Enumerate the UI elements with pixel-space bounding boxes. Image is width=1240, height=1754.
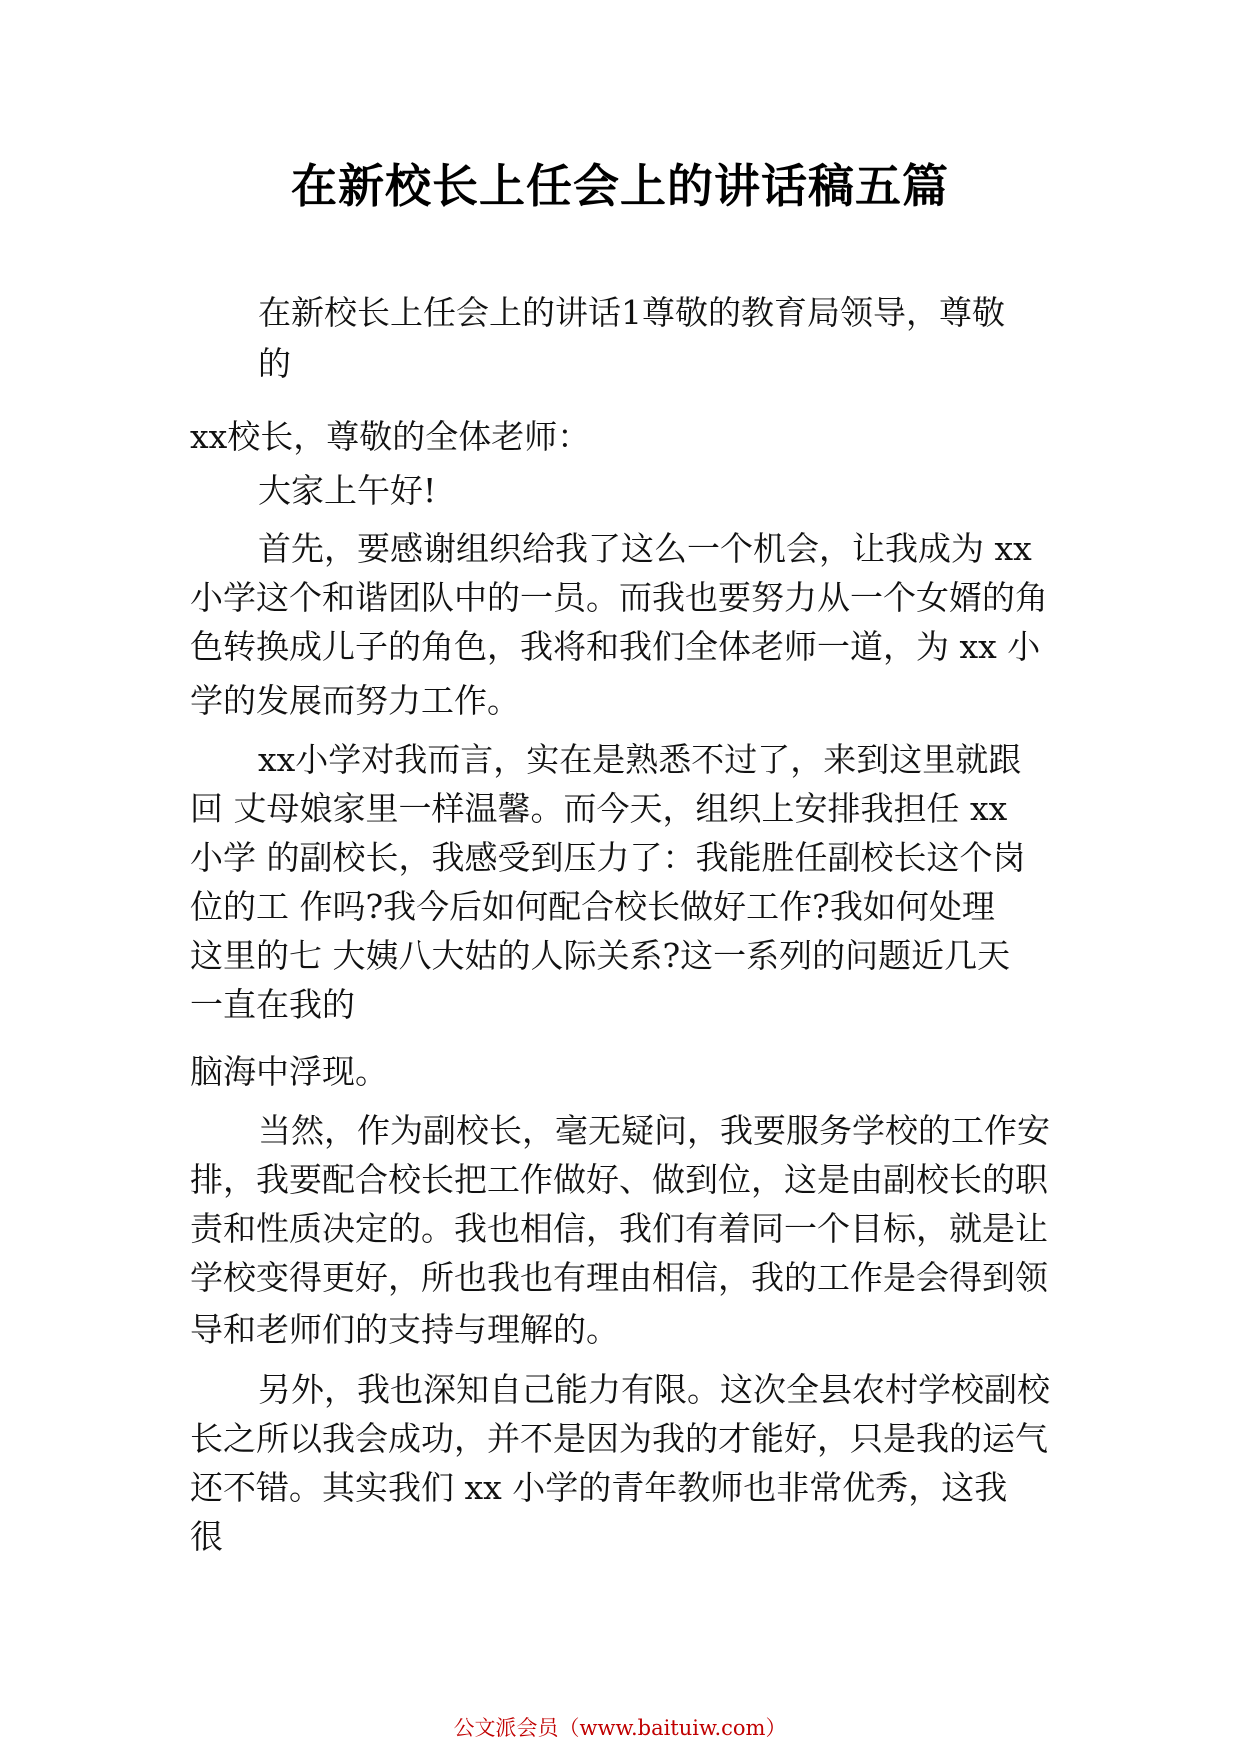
- body-line: 色转换成儿子的角色，我将和我们全体老师一道，为 xx 小: [190, 627, 1041, 666]
- body-line: 脑海中浮现。: [190, 1052, 388, 1091]
- body-line: 另外，我也深知自己能力有限。这次全县农村学校副校: [258, 1370, 1050, 1409]
- body-line: 在新校长上任会上的讲话1尊敬的教育局领导，尊敬: [258, 293, 1005, 332]
- footer-watermark: 公文派会员（www.baituiw.com）: [453, 1716, 787, 1740]
- body-line: 责和性质决定的。我也相信，我们有着同一个目标，就是让: [190, 1209, 1048, 1248]
- body-line: 首先，要感谢组织给我了这么一个机会，让我成为 xx: [258, 529, 1032, 568]
- body-line: 学校变得更好，所也我也有理由相信，我的工作是会得到领: [190, 1258, 1048, 1297]
- body-line: 的: [258, 344, 291, 383]
- body-line: 这里的七 大姨八大姑的人际关系?这一系列的问题近几天: [190, 936, 1011, 975]
- body-line: 还不错。其实我们 xx 小学的青年教师也非常优秀，这我: [190, 1468, 1008, 1507]
- body-line: 学的发展而努力工作。: [190, 681, 520, 720]
- body-line: 大家上午好!: [258, 471, 437, 510]
- body-line: 排，我要配合校长把工作做好、做到位，这是由副校长的职: [190, 1160, 1048, 1199]
- body-line: xx校长，尊敬的全体老师：: [190, 417, 591, 456]
- body-line: 一直在我的: [190, 985, 355, 1024]
- body-line: 很: [190, 1517, 223, 1556]
- body-line: 位的工 作吗?我今后如何配合校长做好工作?我如何处理: [190, 887, 995, 926]
- body-line: 导和老师们的支持与理解的。: [190, 1310, 619, 1349]
- body-line: 长之所以我会成功，并不是因为我的才能好，只是我的运气: [190, 1419, 1048, 1458]
- body-line: xx小学对我而言，实在是熟悉不过了，来到这里就跟: [258, 740, 1022, 779]
- body-line: 小学这个和谐团队中的一员。而我也要努力从一个女婿的角: [190, 578, 1048, 617]
- body-line: 小学 的副校长，我感受到压力了：我能胜任副校长这个岗: [190, 838, 1026, 877]
- page-title: 在新校长上任会上的讲话稿五篇: [291, 159, 949, 213]
- body-line: 回 丈母娘家里一样温馨。而今天，组织上安排我担任 xx: [190, 789, 1008, 828]
- body-line: 当然，作为副校长，毫无疑问，我要服务学校的工作安: [258, 1111, 1050, 1150]
